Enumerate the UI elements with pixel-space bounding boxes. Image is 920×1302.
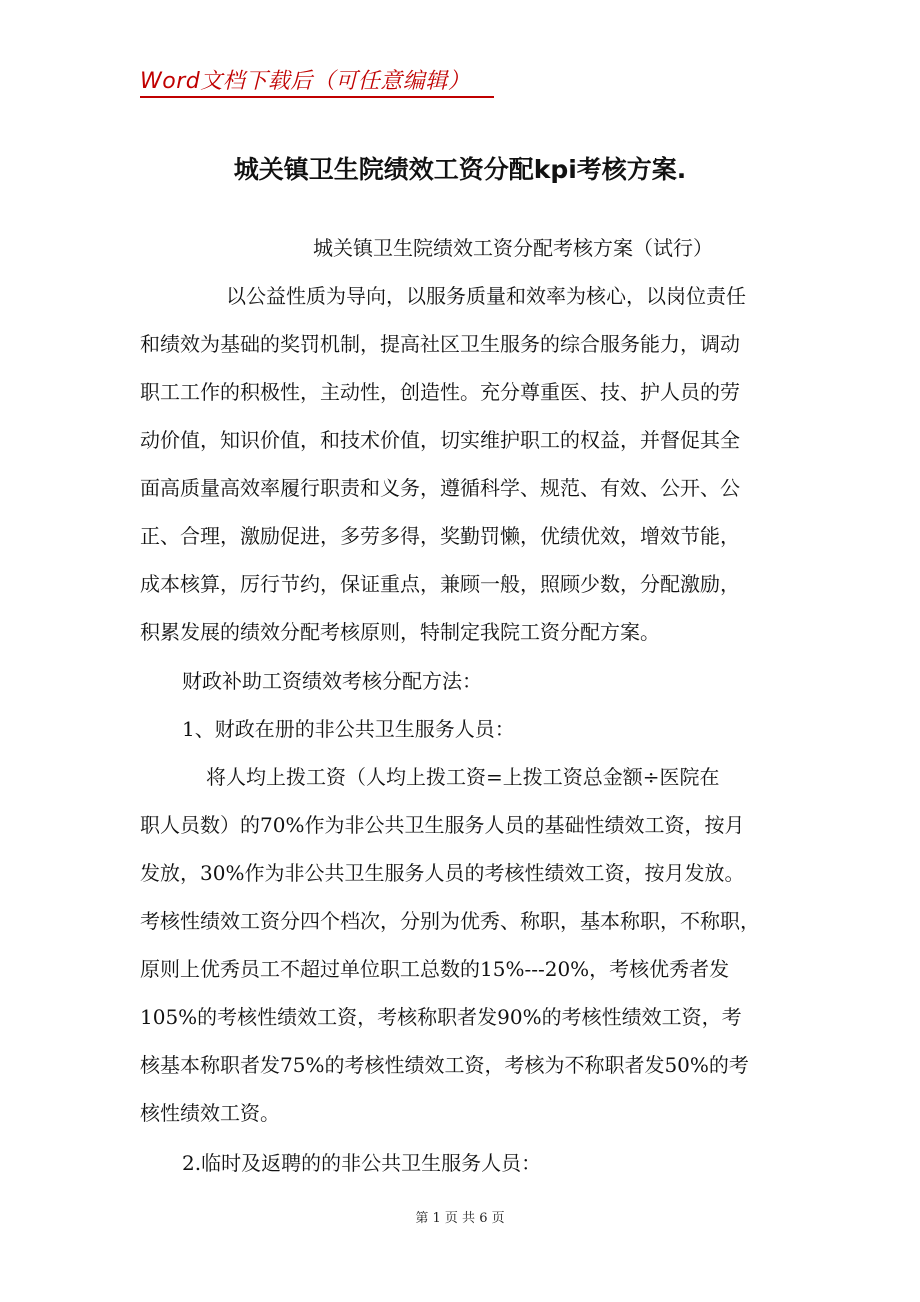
document-subtitle: 城关镇卫生院绩效工资分配考核方案（试行） [313,236,713,260]
paragraph-2-line-6: 105%的考核性绩效工资，考核称职者发90%的考核性绩效工资，考 [140,1005,742,1029]
paragraph-2-line-1: 将人均上拨工资（人均上拨工资=上拨工资总金额÷医院在 [206,765,720,789]
paragraph-1-line-4: 动价值，知识价值，和技术价值，切实维护职工的权益，并督促其全 [140,428,740,452]
download-banner-text: Word文档下载后（可任意编辑） [140,69,471,94]
section-heading: 财政补助工资绩效考核分配方法： [182,669,482,693]
paragraph-1-line-8: 积累发展的绩效分配考核原则，特制定我院工资分配方案。 [140,620,660,644]
paragraph-1-line-7: 成本核算，厉行节约，保证重点，兼顾一般，照顾少数，分配激励， [140,572,740,596]
paragraph-2-line-8: 核性绩效工资。 [140,1101,280,1125]
paragraph-2-line-4: 考核性绩效工资分四个档次，分别为优秀、称职，基本称职，不称职， [140,909,760,933]
paragraph-2-line-7: 核基本称职者发75%的考核性绩效工资，考核为不称职者发50%的考 [140,1053,749,1077]
paragraph-2-line-5: 原则上优秀员工不超过单位职工总数的15%---20%，考核优秀者发 [140,957,730,981]
paragraph-2-line-2: 职人员数）的70%作为非公共卫生服务人员的基础性绩效工资，按月 [140,813,745,837]
document-title: 城关镇卫生院绩效工资分配kpi考核方案. [233,155,687,184]
paragraph-1-line-6: 正、合理，激励促进，多劳多得，奖勤罚懒，优绩优效，增效节能， [140,524,740,548]
paragraph-2-line-3: 发放，30%作为非公共卫生服务人员的考核性绩效工资，按月发放。 [140,861,745,885]
item-1-heading: 1、财政在册的非公共卫生服务人员： [182,717,515,741]
paragraph-1-line-3: 职工工作的积极性，主动性，创造性。充分尊重医、技、护人员的劳 [140,380,740,404]
item-2-heading: 2.临时及返聘的的非公共卫生服务人员： [182,1151,542,1175]
paragraph-1-line-5: 面高质量高效率履行职责和义务，遵循科学、规范、有效、公开、公 [140,476,740,500]
download-banner [140,62,494,98]
page-indicator: 第 1 页 共 6 页 [415,1211,505,1226]
paragraph-1-line-2: 和绩效为基础的奖罚机制，提高社区卫生服务的综合服务能力，调动 [140,332,740,356]
paragraph-1-line-1: 以公益性质为导向，以服务质量和效率为核心，以岗位责任 [226,284,746,308]
